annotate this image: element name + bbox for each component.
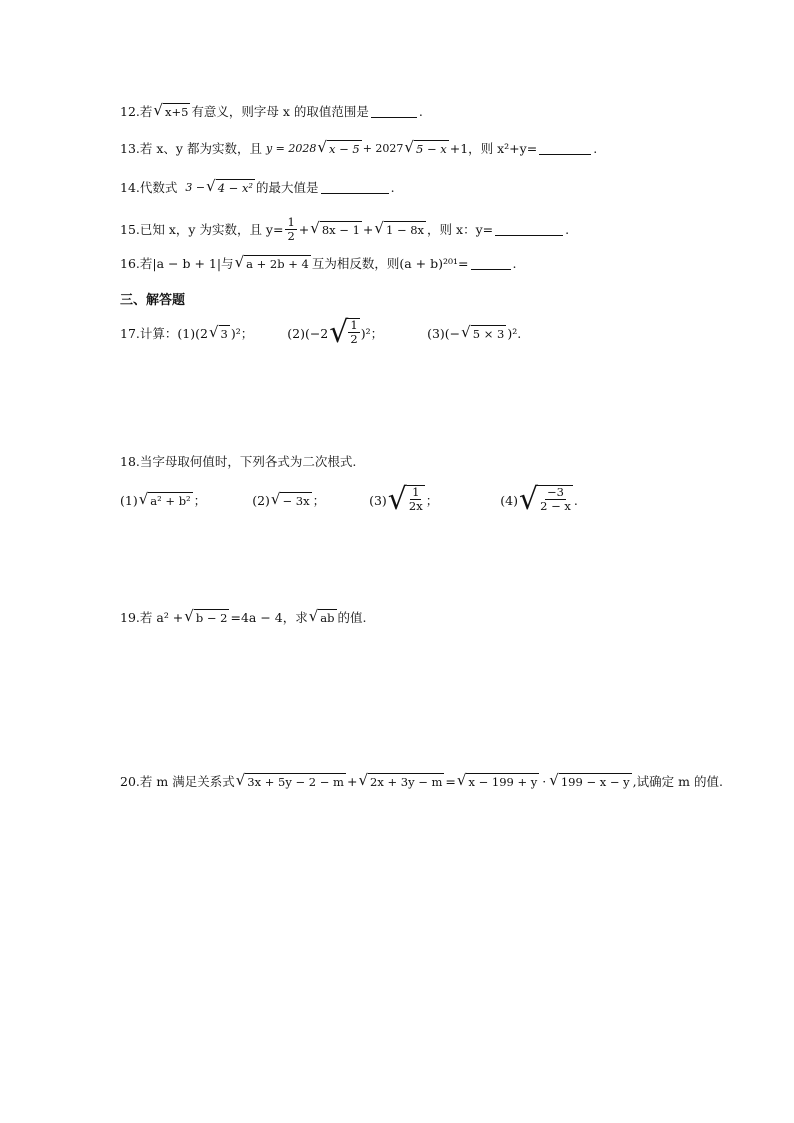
question-17 <box>120 316 521 350</box>
question-18 <box>120 450 356 472</box>
question-16 <box>120 252 517 274</box>
question-number: 19. <box>120 609 140 625</box>
plus-sign: + <box>346 773 358 789</box>
equation-part: + 2027 <box>362 141 404 155</box>
answer-blank[interactable] <box>471 257 511 270</box>
radical: √ 2x + 3y − m <box>358 770 443 789</box>
question-number: 18. <box>120 453 140 469</box>
question-text: 有意义，则字母 x 的取值范围是 <box>191 104 369 119</box>
answer-blank[interactable] <box>321 181 389 194</box>
question-text: 若 x、y 都为实数，且 <box>139 141 262 156</box>
question-text: 的值. <box>337 610 367 625</box>
question-text: 的最大值是 <box>256 180 319 195</box>
plus-sign: + <box>362 221 374 237</box>
period: . <box>512 255 517 271</box>
question-text: 计算： <box>139 326 178 341</box>
plus-sign: + <box>298 221 310 237</box>
part-text: ； <box>312 493 326 508</box>
period: . <box>593 140 598 156</box>
multiply-dot: · <box>542 773 547 789</box>
radical: √ $\frac{1}{2}$ <box>329 315 358 350</box>
part-text: ； <box>193 493 207 508</box>
radical: √ 3x + 5y − 2 − m <box>235 770 344 789</box>
question-20 <box>120 770 723 792</box>
radical: √ a + 2b + 4 <box>234 252 309 271</box>
radical: √ 1 − 8x <box>374 218 425 237</box>
question-13 <box>120 137 597 159</box>
equation-part: 3 − <box>185 180 206 194</box>
part-text: ； <box>425 493 439 508</box>
question-text: 若 a² + <box>139 610 184 625</box>
question-number: 13. <box>120 140 140 156</box>
section-heading: 三、解答题 <box>120 293 186 308</box>
radical: √ 199 − x − y <box>549 770 630 789</box>
radical: √ ab <box>308 606 335 625</box>
radical: √ $\frac{-3}{2 - x}$ <box>518 482 571 517</box>
answer-blank[interactable] <box>371 105 417 118</box>
radical: √ b − 2 <box>184 606 228 625</box>
question-number: 12. <box>120 103 140 119</box>
part-label: (2)(−2 <box>287 325 329 341</box>
question-text: 互为相反数，则(a + b)²⁰¹= <box>311 256 469 271</box>
radical: √ $\frac{1}{2x}$ <box>387 482 423 517</box>
radical: √ x − 5 <box>317 137 360 156</box>
question-text: 当字母取何值时，下列各式为二次根式. <box>139 454 357 469</box>
question-number: 14. <box>120 179 140 195</box>
question-text: 若|a − b + 1|与 <box>139 256 234 271</box>
part-label: (4) <box>500 492 518 508</box>
radical: √ 4 − x² <box>206 176 254 195</box>
part-text: )²； <box>360 326 384 341</box>
question-15 <box>120 214 569 244</box>
radical: √ 8x − 1 <box>310 218 360 237</box>
equation-part: y = 2028 <box>265 141 317 155</box>
period: . <box>418 103 423 119</box>
question-text: ，则 x：y= <box>427 222 494 237</box>
question-number: 16. <box>120 255 140 271</box>
question-text: =4a − 4，求 <box>230 610 308 625</box>
radical: √ − 3x <box>270 489 310 508</box>
part-label: (2) <box>252 492 270 508</box>
question-18-parts <box>120 480 578 520</box>
question-number: 20. <box>120 773 140 789</box>
question-text: 若 m 满足关系式 <box>139 774 235 789</box>
question-text: ,试确定 m 的值. <box>632 774 723 789</box>
question-14 <box>120 176 395 198</box>
equals-sign: = <box>445 773 456 789</box>
part-label: (3)(− <box>427 325 461 341</box>
part-text: )². <box>507 325 522 341</box>
question-text: 已知 x，y 为实数，且 y= <box>139 222 284 237</box>
question-text: 若 <box>139 104 153 119</box>
part-text: . <box>573 492 578 508</box>
part-label: (3) <box>369 492 387 508</box>
part-label: (1) <box>120 492 138 508</box>
radical: √ 3 <box>208 322 228 341</box>
radical: √ x − 199 + y <box>456 770 538 789</box>
question-number: 15. <box>120 221 140 237</box>
part-label: (1)(2 <box>177 325 208 341</box>
question-number: 17. <box>120 325 140 341</box>
question-19 <box>120 606 367 628</box>
radical: √ x+5 <box>153 100 189 119</box>
radical: √ a² + b² <box>138 489 191 508</box>
fraction: $\frac{1}{2}$ <box>287 214 295 243</box>
answer-blank[interactable] <box>495 223 563 236</box>
answer-blank[interactable] <box>539 142 591 155</box>
question-12 <box>120 100 423 122</box>
question-text: +1，则 x²+y= <box>449 141 538 156</box>
part-text: )²； <box>230 326 254 341</box>
radical: √ 5 − x <box>404 137 447 156</box>
period: . <box>390 179 395 195</box>
question-text: 代数式 <box>139 180 178 195</box>
radical: √ 5 × 3 <box>461 322 505 341</box>
period: . <box>565 221 570 237</box>
